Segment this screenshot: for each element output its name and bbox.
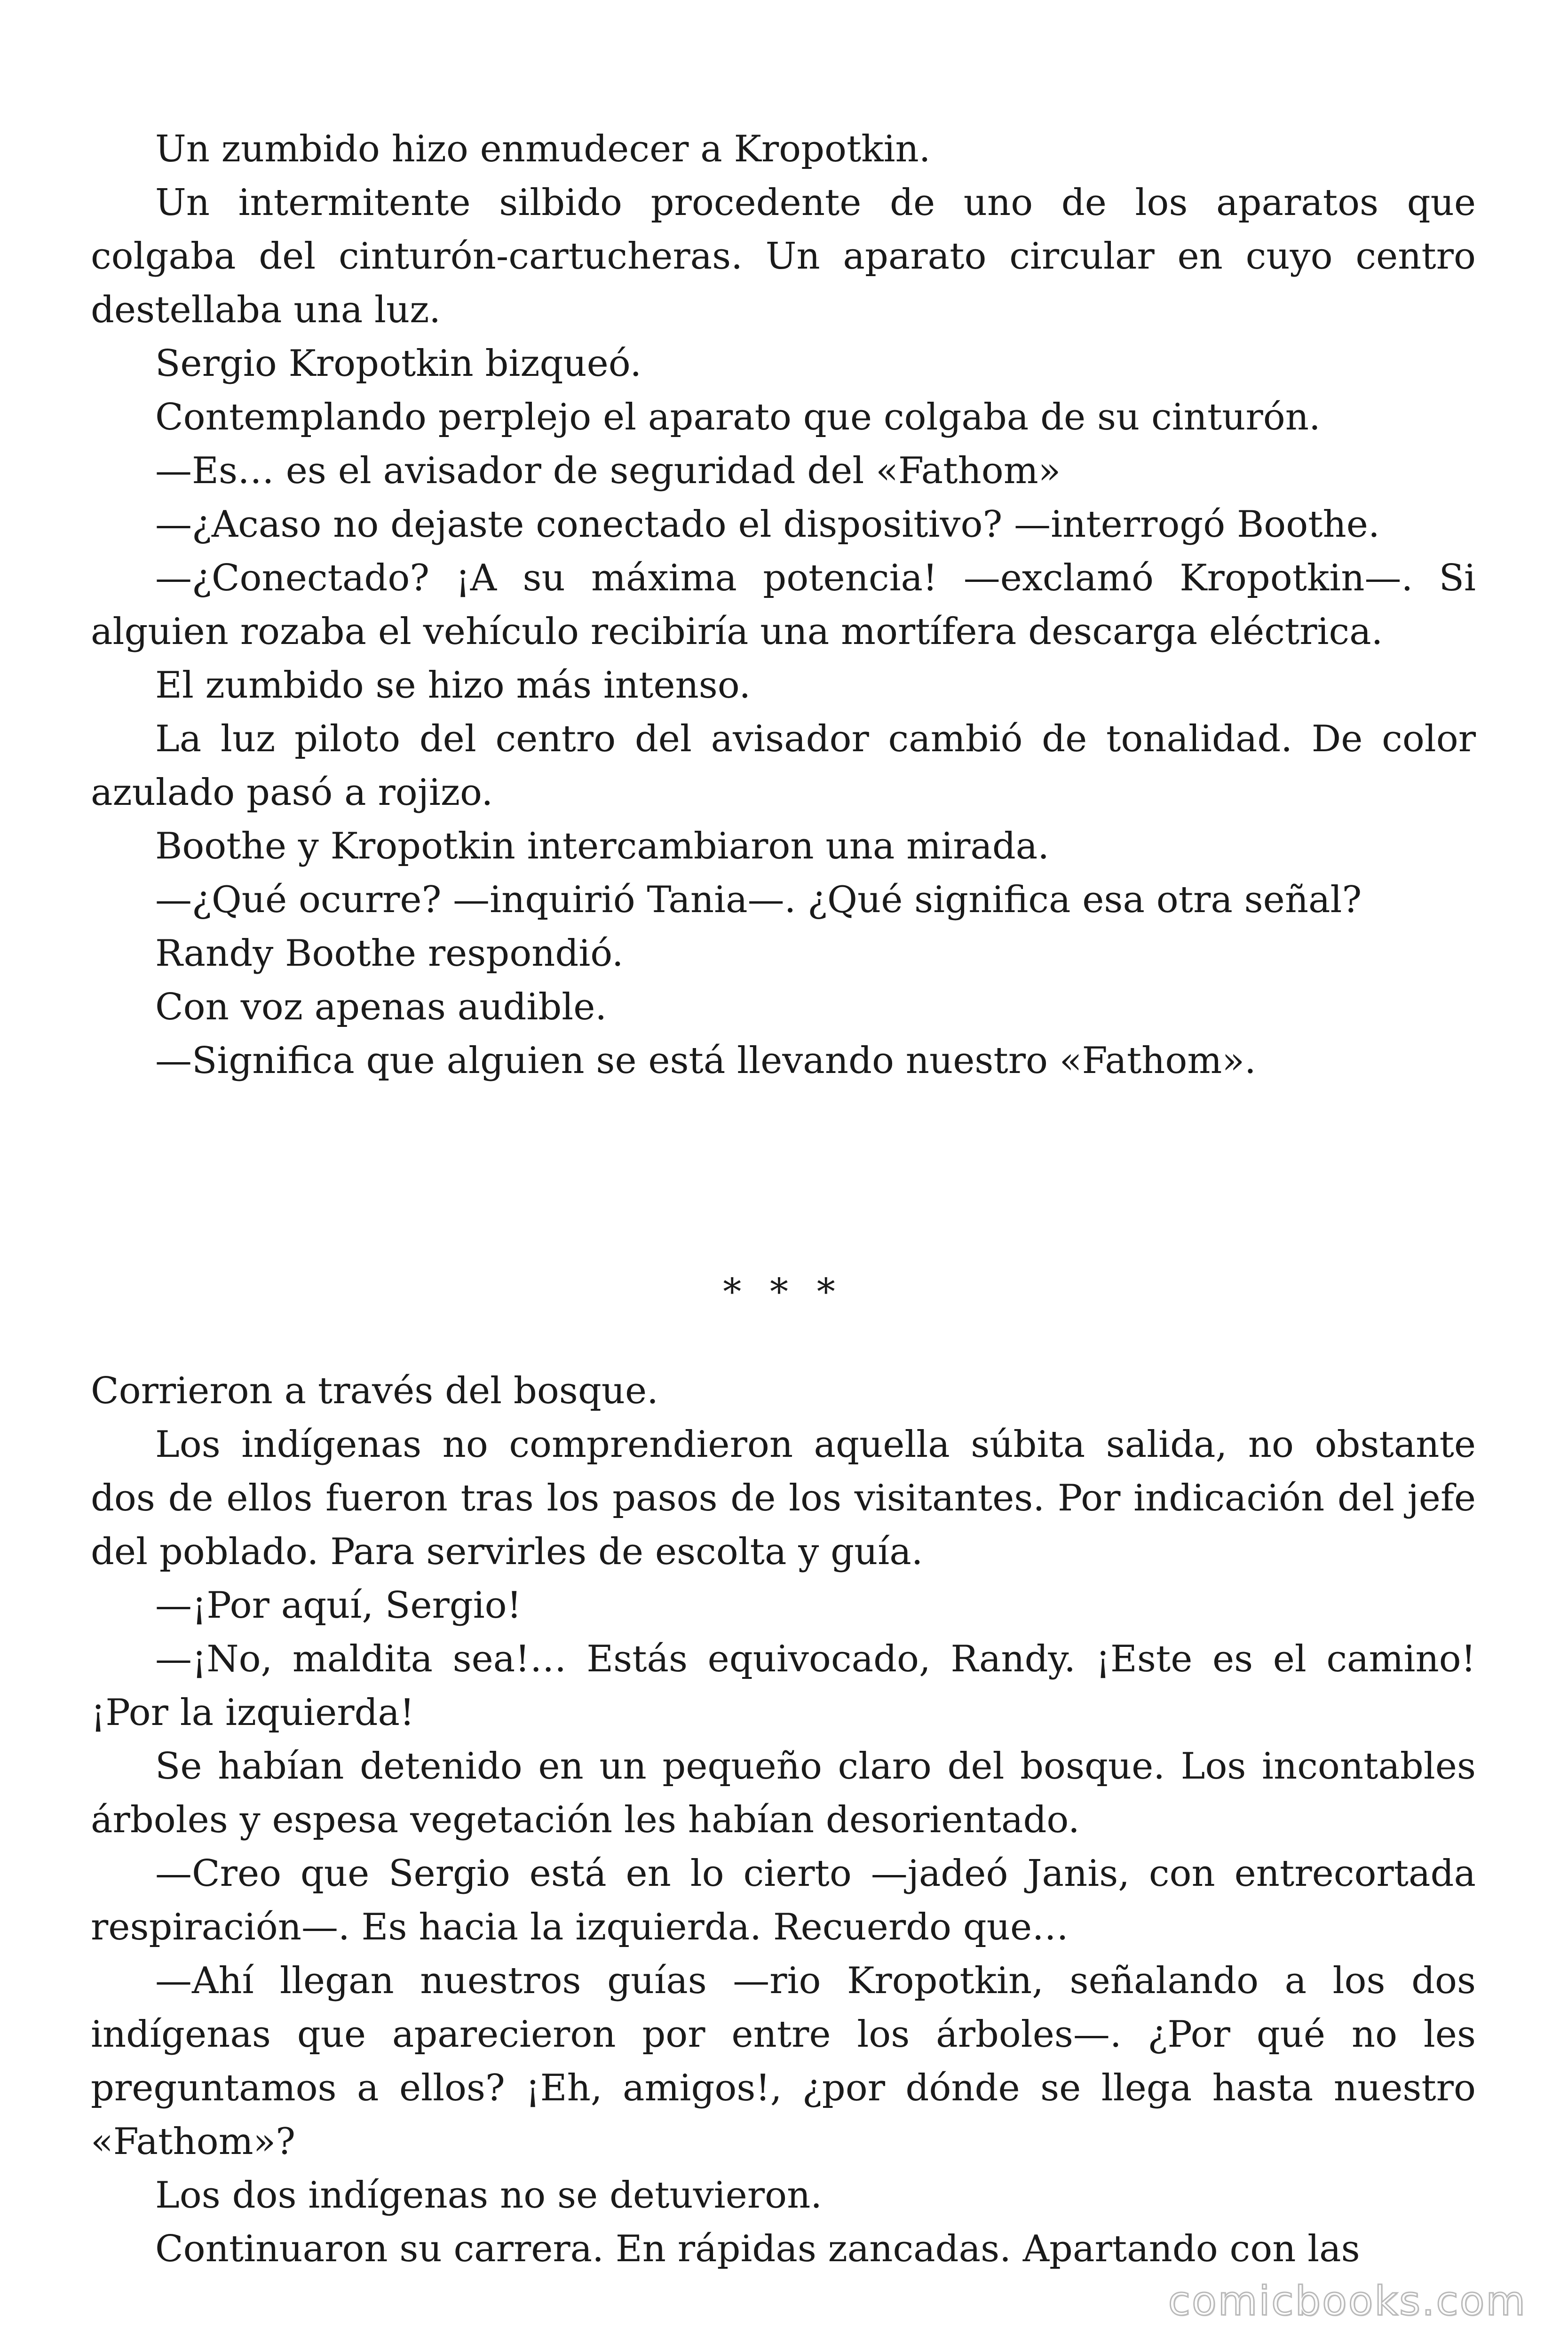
paragraph: Se habían detenido en un pequeño claro del bosque. Los incontables árboles y espesa vegetación les habían desorientado. bbox=[91, 1745, 1476, 1841]
paragraph: Con voz apenas audible. bbox=[155, 986, 607, 1028]
paragraph: Los indígenas no comprendieron aquella súbita salida, no obstante dos de ellos fueron tras los pasos de los visitantes. Por indicación del jefe del poblado. Para servirles de escolta y guía. bbox=[91, 1423, 1476, 1573]
paragraph: —Significa que alguien se está llevando nuestro «Fathom». bbox=[155, 1040, 1256, 1082]
paragraph: Continuaron su carrera. En rápidas zancadas. Apartando con las bbox=[155, 2228, 1360, 2270]
paragraph: —¿Conectado? ¡A su máxima potencia! —exclamó Kropotkin—. Si alguien rozaba el vehículo recibiría una mortífera descarga eléctrica. bbox=[91, 557, 1476, 653]
paragraph: Contemplando perplejo el aparato que colgaba de su cinturón. bbox=[155, 396, 1321, 438]
paragraph: El zumbido se hizo más intenso. bbox=[155, 664, 751, 707]
paragraph: Sergio Kropotkin bizqueó. bbox=[155, 342, 642, 385]
watermark: comicbooks.com bbox=[1168, 2278, 1527, 2325]
paragraph: Corrieron a través del bosque. bbox=[91, 1370, 658, 1412]
text-block-before-break bbox=[91, 122, 1476, 1088]
paragraph: Los dos indígenas no se detuvieron. bbox=[155, 2174, 823, 2217]
paragraph: Boothe y Kropotkin intercambiaron una mirada. bbox=[155, 825, 1050, 867]
paragraph: —¿Qué ocurre? —inquirió Tania—. ¿Qué significa esa otra señal? bbox=[155, 879, 1362, 921]
paragraph: Un zumbido hizo enmudecer a Kropotkin. bbox=[155, 128, 931, 170]
paragraph: —¿Acaso no dejaste conectado el dispositivo? —interrogó Boothe. bbox=[155, 503, 1380, 546]
paragraph: —Creo que Sergio está en lo cierto —jadeó Janis, con entrecortada respiración—. Es hacia la izquierda. Recuerdo que… bbox=[91, 1852, 1476, 1948]
paragraph: —Ahí llegan nuestros guías —rio Kropotkin, señalando a los dos indígenas que aparecieron por entre los árboles—. ¿Por qué no les preguntamos a ellos? ¡Eh, amigos!, ¿por dónde se llega hasta nuestro «Fathom»? bbox=[91, 1960, 1476, 2163]
paragraph: —¡No, maldita sea!… Estás equivocado, Randy. ¡Este es el camino! ¡Por la izquierda! bbox=[91, 1638, 1476, 1734]
paragraph: —¡Por aquí, Sergio! bbox=[155, 1584, 522, 1627]
paragraph: Un intermitente silbido procedente de uno de los aparatos que colgaba del cinturón-cartucheras. Un aparato circular en cuyo centro destellaba una luz. bbox=[91, 182, 1476, 331]
paragraph: La luz piloto del centro del avisador cambió de tonalidad. De color azulado pasó a rojizo. bbox=[91, 718, 1476, 814]
text-block-after-break bbox=[91, 1364, 1476, 2276]
paragraph: Randy Boothe respondió. bbox=[155, 932, 624, 975]
paragraph: —Es… es el avisador de seguridad del «Fathom» bbox=[155, 450, 1061, 492]
section-break: * * * bbox=[723, 1271, 844, 1313]
